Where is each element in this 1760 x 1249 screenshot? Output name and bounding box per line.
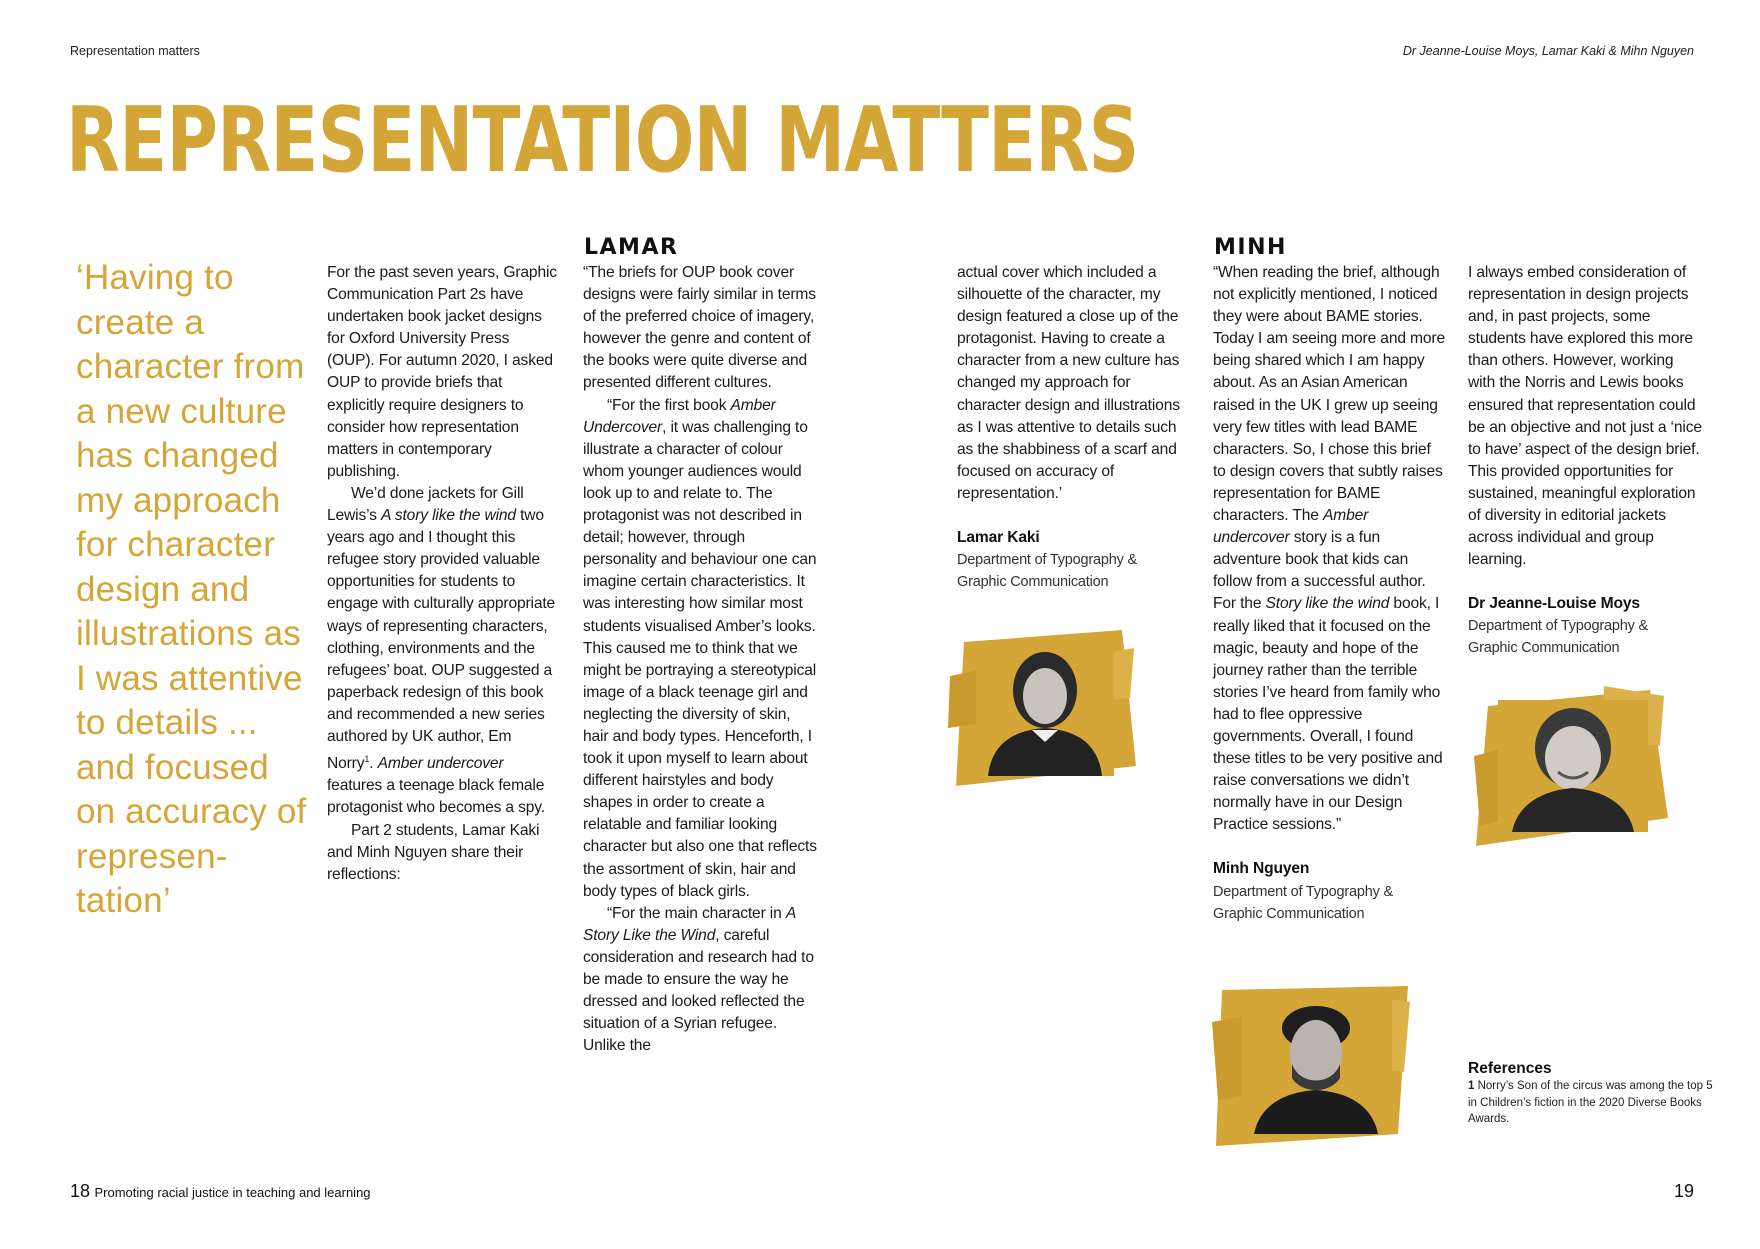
intro-paragraph-2 [327, 483, 559, 820]
lamar-column-2 [957, 262, 1189, 593]
lamar-portrait-photo [948, 628, 1138, 788]
running-head-left: Representation matters [70, 44, 200, 58]
lamar-p2-book-title: Amber Undercover [583, 396, 776, 436]
minh-p1-book-title-1: Amber undercover [1213, 507, 1369, 547]
page-number-right: 19 [1673, 1181, 1694, 1201]
intro-p2-text-d: features a teenage black female protagonist who becomes a spy. [327, 777, 545, 817]
author-name-moys: Dr Jeanne-Louise Moys [1468, 595, 1640, 613]
reference-text: Norry’s Son of the circus was among the top 5 in Children’s fiction in the 2020 Diverse Books Awards. [1468, 1080, 1713, 1125]
moys-portrait-photo [1474, 686, 1670, 850]
minh-portrait-photo [1212, 982, 1412, 1148]
minh-p1-text-a: “When reading the brief, although not explicitly mentioned, I noticed they were about BAME stories. Today I am seeing more and more being shared which I am happy about. As an Asian American raised in the UK I grew up seeing very few titles with lead BAME characters. So, I chose this brief to design covers that subtly raises representation for BAME characters. The [1213, 264, 1445, 525]
moys-paragraph-1: I always embed consideration of representation in design projects and, in past projects, some students have explored this more than others. However, working with the Norris and Lewis books ensured that representation could be an objective and not just a ‘nice to have’ aspect of the design brief. This provided opportunities for sustained, meaningful exploration of diversity in editorial jackets across individual and group learning. [1468, 264, 1702, 569]
author-dept-lamar-line-2: Graphic Communication [957, 574, 1109, 591]
lamar-paragraph-2 [583, 395, 818, 903]
minh-column [1213, 262, 1447, 925]
intro-paragraph-1: For the past seven years, Graphic Communication Part 2s have undertaken book jacket designs for Oxford University Press (OUP). For autumn 2020, I asked OUP to provide briefs that explicitly require designers to consider how representation matters in contemporary publishing. [327, 264, 557, 480]
intro-p2-book-title-2: Amber undercover [377, 755, 504, 773]
intro-p2-text-c: . [369, 755, 378, 773]
lamar-byline [957, 527, 1189, 593]
lamar-p2-text-b: , it was challenging to illustrate a character of colour whom younger audiences would look up to and relate to. The protagonist was not described in detail; however, through personality and behaviour one can imagine certain characteristics. It was interesting how similar most students visualised Amber’s looks. This caused me to think that we might be portraying a stereotypical image of a black teenage girl and neglecting the diversity of skin, hair and body types. Henceforth, I took it upon myself to learn about different hairstyles and body shapes in order to create a relatable and familiar looking character but also one that reflects the assortment of skin, hair and body types of black girls. [583, 418, 817, 900]
lamar-p3-book-title: A Story Like the Wind [583, 904, 796, 944]
section-heading-lamar: LAMAR [584, 235, 679, 260]
lamar-column-1 [583, 262, 818, 1057]
section-heading-minh: MINH [1214, 235, 1287, 260]
minh-byline [1213, 858, 1447, 924]
author-dept-lamar-line-1: Department of Typography & [957, 552, 1137, 569]
lamar-paragraph-4: actual cover which included a silhouette of the character, my design featured a close up of the protagonist. Having to create a character from a new culture has changed my approach for character design and illustrations as I was attentive to details such as the shabbiness of a scarf and focused on accuracy of representation.’ [957, 264, 1180, 502]
moys-column [1468, 262, 1704, 659]
lamar-paragraph-3 [583, 903, 818, 1058]
minh-paragraph-1 [1213, 262, 1447, 836]
minh-p1-text-b: story is a fun adventure book that kids can follow from a successful author. For the [1213, 529, 1426, 613]
lamar-paragraph-1: “The briefs for OUP book cover designs were fairly similar in terms of the preferred choice of imagery, however the genre and content of the books were quite diverse and presented different cultures. [583, 264, 816, 392]
intro-p2-book-title: A story like the wind [380, 507, 516, 525]
minh-p1-book-title-2: Story like the wind [1265, 595, 1390, 613]
lamar-p2-text-a: “For the first book [607, 396, 731, 414]
minh-p1-text-c: book, I really liked that it focused on the magic, beauty and hope of the journey rather than the terrible stories I’ve heard from family who had to flee oppressive governments. Overall, I found these titles to be very positive and raise conversations we didn’t normally have in our Design Practice sessions.” [1213, 595, 1443, 834]
page-number-left: 18 [70, 1181, 91, 1201]
reference-number: 1 [1468, 1080, 1475, 1092]
author-dept-moys-line-2: Graphic Communication [1468, 640, 1620, 657]
lamar-p3-text-a: “For the main character in [607, 904, 786, 922]
intro-column [327, 262, 559, 886]
intro-paragraph-3: Part 2 students, Lamar Kaki and Minh Nguyen share their reflections: [327, 821, 540, 883]
author-name-lamar: Lamar Kaki [957, 529, 1040, 547]
author-dept-minh-line-1: Department of Typography & [1213, 883, 1393, 900]
footer-publication-title: Promoting racial justice in teaching and learning [94, 1185, 371, 1200]
running-head-right: Dr Jeanne-Louise Moys, Lamar Kaki & Mihn Nguyen [1402, 44, 1694, 58]
moys-byline [1468, 593, 1704, 659]
reference-item-1 [1468, 1078, 1718, 1128]
intro-p2-text-b: two years ago and I thought this refugee story provided valuable opportunities for students to engage with culturally appropriate ways of representing characters, clothing, environments and the refugees’ boat. OUP suggested a paperback redesign of this book and recommended a new series authored by UK author, Em Norry [327, 507, 556, 773]
author-name-minh: Minh Nguyen [1213, 860, 1310, 878]
references-section [1468, 1060, 1718, 1128]
footer-left [70, 1181, 371, 1202]
footnote-marker: 1 [364, 754, 370, 765]
page-title: REPRESENTATION MATTERS [66, 88, 1139, 193]
author-dept-minh-line-2: Graphic Communication [1213, 905, 1365, 922]
intro-p2-text-a: We’d done jackets for Gill Lewis’s [327, 484, 524, 525]
author-dept-moys-line-1: Department of Typography & [1468, 618, 1648, 635]
pull-quote: ‘Having to create a character from a new culture has changed my approach for character design and illustrations as I was attentive to details ... and focused on accuracy of represen-tation’ [76, 258, 307, 920]
lamar-p3-text-b: , careful consideration and research had to be made to ensure the way he dressed and looked reflected the situation of a Syrian refugee. Unlike the [583, 926, 814, 1055]
references-title: References [1468, 1060, 1552, 1077]
